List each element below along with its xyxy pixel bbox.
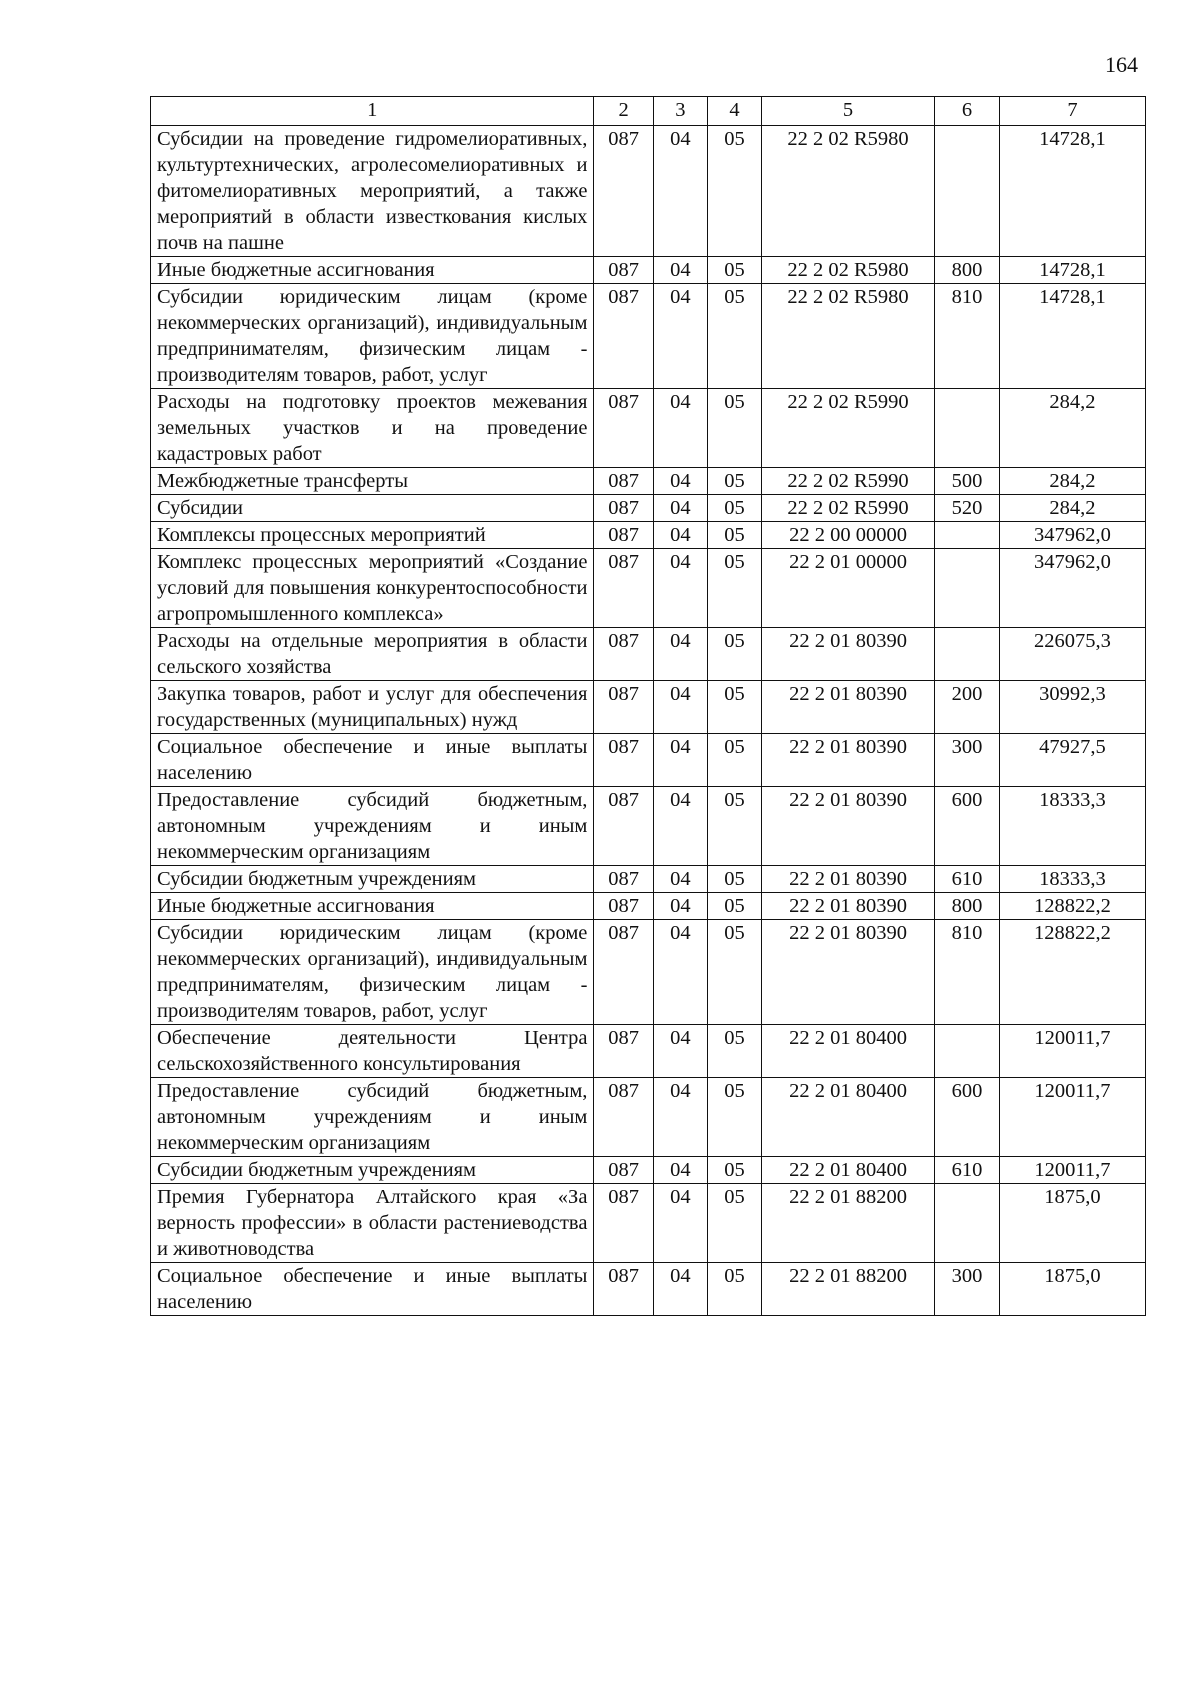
- row-name-cell: Закупка товаров, работ и услуг для обеспечения государственных (муниципальных) нужд: [151, 681, 594, 734]
- row-admin-code-cell: 087: [594, 893, 653, 920]
- row-subsection-cell: 05: [707, 787, 761, 866]
- row-subsection-cell: 05: [707, 628, 761, 681]
- column-header: 6: [935, 97, 1000, 126]
- row-amount-cell: 14728,1: [999, 257, 1145, 284]
- row-subsection-cell: 05: [707, 920, 761, 1025]
- table-row: [151, 126, 1146, 257]
- table-row: [151, 681, 1146, 734]
- budget-table: [150, 96, 1146, 1316]
- table-row: [151, 1025, 1146, 1078]
- row-target-article-cell: 22 2 01 80390: [762, 920, 935, 1025]
- table-row: [151, 787, 1146, 866]
- row-expense-type-cell: [935, 522, 1000, 549]
- table-row: [151, 920, 1146, 1025]
- row-subsection-cell: 05: [707, 734, 761, 787]
- row-expense-type-cell: 600: [935, 1078, 1000, 1157]
- row-expense-type-cell: 520: [935, 495, 1000, 522]
- row-expense-type-cell: 610: [935, 866, 1000, 893]
- column-header: 2: [594, 97, 653, 126]
- row-amount-cell: 128822,2: [999, 893, 1145, 920]
- row-name-cell: Субсидии бюджетным учреждениям: [151, 866, 594, 893]
- row-admin-code-cell: 087: [594, 681, 653, 734]
- row-target-article-cell: 22 2 02 R5980: [762, 257, 935, 284]
- row-section-cell: 04: [653, 1025, 707, 1078]
- row-expense-type-cell: [935, 126, 1000, 257]
- row-section-cell: 04: [653, 389, 707, 468]
- row-target-article-cell: 22 2 02 R5990: [762, 495, 935, 522]
- row-amount-cell: 1875,0: [999, 1263, 1145, 1316]
- row-admin-code-cell: 087: [594, 284, 653, 389]
- row-amount-cell: 284,2: [999, 495, 1145, 522]
- table-row: [151, 495, 1146, 522]
- row-section-cell: 04: [653, 126, 707, 257]
- row-target-article-cell: 22 2 01 80400: [762, 1078, 935, 1157]
- row-section-cell: 04: [653, 628, 707, 681]
- row-amount-cell: 47927,5: [999, 734, 1145, 787]
- row-name-cell: Межбюджетные трансферты: [151, 468, 594, 495]
- row-name-cell: Субсидии юридическим лицам (кроме некоммерческих организаций), индивидуальным предпринимателям, физическим лицам - производителям товаров, работ, услуг: [151, 920, 594, 1025]
- row-target-article-cell: 22 2 02 R5980: [762, 284, 935, 389]
- row-expense-type-cell: 300: [935, 1263, 1000, 1316]
- row-name-cell: Премия Губернатора Алтайского края «За верность профессии» в области растениеводства и животноводства: [151, 1184, 594, 1263]
- row-target-article-cell: 22 2 00 00000: [762, 522, 935, 549]
- row-admin-code-cell: 087: [594, 1157, 653, 1184]
- row-subsection-cell: 05: [707, 549, 761, 628]
- row-subsection-cell: 05: [707, 495, 761, 522]
- row-target-article-cell: 22 2 01 80390: [762, 893, 935, 920]
- row-section-cell: 04: [653, 893, 707, 920]
- row-admin-code-cell: 087: [594, 468, 653, 495]
- row-subsection-cell: 05: [707, 1184, 761, 1263]
- row-expense-type-cell: 600: [935, 787, 1000, 866]
- row-target-article-cell: 22 2 01 88200: [762, 1184, 935, 1263]
- row-target-article-cell: 22 2 02 R5990: [762, 468, 935, 495]
- row-subsection-cell: 05: [707, 893, 761, 920]
- row-subsection-cell: 05: [707, 284, 761, 389]
- row-admin-code-cell: 087: [594, 734, 653, 787]
- row-admin-code-cell: 087: [594, 495, 653, 522]
- table-row: [151, 628, 1146, 681]
- row-target-article-cell: 22 2 01 80400: [762, 1157, 935, 1184]
- table-row: [151, 893, 1146, 920]
- row-admin-code-cell: 087: [594, 257, 653, 284]
- row-expense-type-cell: [935, 1025, 1000, 1078]
- row-subsection-cell: 05: [707, 1078, 761, 1157]
- row-expense-type-cell: 300: [935, 734, 1000, 787]
- table-row: [151, 522, 1146, 549]
- row-section-cell: 04: [653, 681, 707, 734]
- row-target-article-cell: 22 2 01 80390: [762, 628, 935, 681]
- row-amount-cell: 347962,0: [999, 522, 1145, 549]
- row-name-cell: Субсидии юридическим лицам (кроме некоммерческих организаций), индивидуальным предпринимателям, физическим лицам - производителям товаров, работ, услуг: [151, 284, 594, 389]
- row-admin-code-cell: 087: [594, 1025, 653, 1078]
- row-section-cell: 04: [653, 522, 707, 549]
- row-expense-type-cell: 810: [935, 920, 1000, 1025]
- table-row: [151, 1184, 1146, 1263]
- row-admin-code-cell: 087: [594, 549, 653, 628]
- row-amount-cell: 120011,7: [999, 1025, 1145, 1078]
- row-target-article-cell: 22 2 01 80390: [762, 787, 935, 866]
- row-section-cell: 04: [653, 1263, 707, 1316]
- row-target-article-cell: 22 2 01 88200: [762, 1263, 935, 1316]
- row-expense-type-cell: 200: [935, 681, 1000, 734]
- table-row: [151, 468, 1146, 495]
- row-name-cell: Социальное обеспечение и иные выплаты населению: [151, 1263, 594, 1316]
- row-expense-type-cell: [935, 549, 1000, 628]
- row-expense-type-cell: 800: [935, 257, 1000, 284]
- row-amount-cell: 120011,7: [999, 1078, 1145, 1157]
- row-amount-cell: 347962,0: [999, 549, 1145, 628]
- row-name-cell: Расходы на подготовку проектов межевания земельных участков и на проведение кадастровых работ: [151, 389, 594, 468]
- table-body: [151, 126, 1146, 1316]
- row-admin-code-cell: 087: [594, 628, 653, 681]
- row-subsection-cell: 05: [707, 389, 761, 468]
- row-expense-type-cell: [935, 389, 1000, 468]
- row-name-cell: Субсидии на проведение гидромелиоративных, культуртехнических, агролесомелиоративных и фитомелиоративных мероприятий, а также мероприятий в области известкования кислых почв на пашне: [151, 126, 594, 257]
- row-admin-code-cell: 087: [594, 389, 653, 468]
- row-expense-type-cell: [935, 1184, 1000, 1263]
- row-admin-code-cell: 087: [594, 866, 653, 893]
- row-subsection-cell: 05: [707, 1263, 761, 1316]
- row-expense-type-cell: [935, 628, 1000, 681]
- row-name-cell: Комплекс процессных мероприятий «Создание условий для повышения конкурентоспособности агропромышленного комплекса»: [151, 549, 594, 628]
- row-expense-type-cell: 610: [935, 1157, 1000, 1184]
- table-row: [151, 549, 1146, 628]
- page-number: 164: [1105, 52, 1138, 77]
- row-section-cell: 04: [653, 549, 707, 628]
- row-name-cell: Предоставление субсидий бюджетным, автономным учреждениям и иным некоммерческим организациям: [151, 1078, 594, 1157]
- row-amount-cell: 284,2: [999, 389, 1145, 468]
- row-section-cell: 04: [653, 1157, 707, 1184]
- row-admin-code-cell: 087: [594, 1263, 653, 1316]
- row-section-cell: 04: [653, 866, 707, 893]
- row-admin-code-cell: 087: [594, 1184, 653, 1263]
- row-amount-cell: 226075,3: [999, 628, 1145, 681]
- row-expense-type-cell: 500: [935, 468, 1000, 495]
- row-admin-code-cell: 087: [594, 1078, 653, 1157]
- row-name-cell: Субсидии: [151, 495, 594, 522]
- row-name-cell: Расходы на отдельные мероприятия в области сельского хозяйства: [151, 628, 594, 681]
- row-subsection-cell: 05: [707, 1157, 761, 1184]
- row-amount-cell: 14728,1: [999, 284, 1145, 389]
- row-section-cell: 04: [653, 257, 707, 284]
- row-amount-cell: 1875,0: [999, 1184, 1145, 1263]
- table-row: [151, 1078, 1146, 1157]
- column-header: 5: [762, 97, 935, 126]
- table-row: [151, 1263, 1146, 1316]
- column-header: 3: [653, 97, 707, 126]
- row-section-cell: 04: [653, 1184, 707, 1263]
- row-amount-cell: 18333,3: [999, 866, 1145, 893]
- row-amount-cell: 120011,7: [999, 1157, 1145, 1184]
- row-name-cell: Предоставление субсидий бюджетным, автономным учреждениям и иным некоммерческим организациям: [151, 787, 594, 866]
- table-row: [151, 389, 1146, 468]
- row-amount-cell: 284,2: [999, 468, 1145, 495]
- row-admin-code-cell: 087: [594, 126, 653, 257]
- row-name-cell: Субсидии бюджетным учреждениям: [151, 1157, 594, 1184]
- column-header: 1: [151, 97, 594, 126]
- row-expense-type-cell: 810: [935, 284, 1000, 389]
- row-name-cell: Комплексы процессных мероприятий: [151, 522, 594, 549]
- row-amount-cell: 14728,1: [999, 126, 1145, 257]
- row-target-article-cell: 22 2 02 R5990: [762, 389, 935, 468]
- row-subsection-cell: 05: [707, 1025, 761, 1078]
- row-expense-type-cell: 800: [935, 893, 1000, 920]
- row-target-article-cell: 22 2 01 80390: [762, 681, 935, 734]
- row-section-cell: 04: [653, 734, 707, 787]
- table-header-row: [151, 97, 1146, 126]
- table-row: [151, 284, 1146, 389]
- row-subsection-cell: 05: [707, 257, 761, 284]
- table-row: [151, 257, 1146, 284]
- row-admin-code-cell: 087: [594, 787, 653, 866]
- row-admin-code-cell: 087: [594, 920, 653, 1025]
- row-target-article-cell: 22 2 01 80390: [762, 734, 935, 787]
- row-section-cell: 04: [653, 495, 707, 522]
- column-header: 4: [707, 97, 761, 126]
- row-subsection-cell: 05: [707, 468, 761, 495]
- row-section-cell: 04: [653, 920, 707, 1025]
- row-section-cell: 04: [653, 787, 707, 866]
- row-section-cell: 04: [653, 468, 707, 495]
- row-name-cell: Иные бюджетные ассигнования: [151, 893, 594, 920]
- row-admin-code-cell: 087: [594, 522, 653, 549]
- row-subsection-cell: 05: [707, 126, 761, 257]
- row-name-cell: Обеспечение деятельности Центра сельскохозяйственного консультирования: [151, 1025, 594, 1078]
- table-row: [151, 866, 1146, 893]
- row-name-cell: Социальное обеспечение и иные выплаты населению: [151, 734, 594, 787]
- row-section-cell: 04: [653, 284, 707, 389]
- table-row: [151, 1157, 1146, 1184]
- row-section-cell: 04: [653, 1078, 707, 1157]
- row-subsection-cell: 05: [707, 681, 761, 734]
- row-target-article-cell: 22 2 01 00000: [762, 549, 935, 628]
- row-target-article-cell: 22 2 01 80400: [762, 1025, 935, 1078]
- row-target-article-cell: 22 2 02 R5980: [762, 126, 935, 257]
- table-row: [151, 734, 1146, 787]
- row-amount-cell: 18333,3: [999, 787, 1145, 866]
- row-name-cell: Иные бюджетные ассигнования: [151, 257, 594, 284]
- column-header: 7: [999, 97, 1145, 126]
- row-subsection-cell: 05: [707, 522, 761, 549]
- row-subsection-cell: 05: [707, 866, 761, 893]
- row-target-article-cell: 22 2 01 80390: [762, 866, 935, 893]
- row-amount-cell: 128822,2: [999, 920, 1145, 1025]
- row-amount-cell: 30992,3: [999, 681, 1145, 734]
